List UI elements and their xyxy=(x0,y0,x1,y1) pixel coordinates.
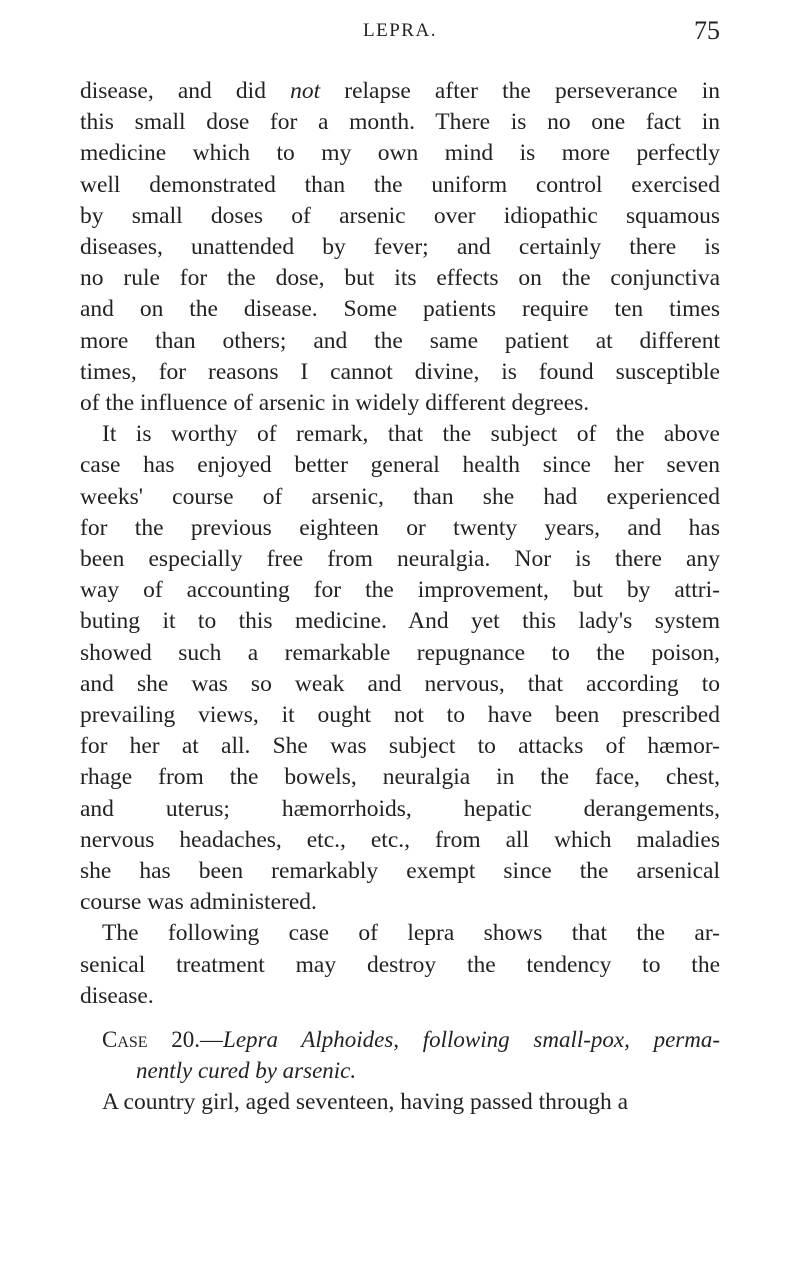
text-line: no rule for the dose, but its effects on the conjunctiva xyxy=(80,265,720,292)
paragraph-4 xyxy=(80,1087,720,1118)
book-page xyxy=(80,14,720,1118)
paragraph-3 xyxy=(80,918,720,1012)
paragraph-2 xyxy=(80,419,720,918)
text-line: weeks' course of arsenic, than she had experienced xyxy=(80,483,720,510)
text-line: senical treatment may destroy the tendency to the xyxy=(80,951,720,978)
text-line: disease, and did not relapse after the perseverance in xyxy=(80,78,720,104)
text-line: case has enjoyed better general health since her seven xyxy=(80,452,720,479)
text-line: The following case of lepra shows that the ar- xyxy=(102,920,720,947)
case-heading xyxy=(80,1024,720,1086)
page-header xyxy=(80,14,720,52)
text-line: medicine which to my own mind is more perfectly xyxy=(80,140,720,167)
text-line: showed such a remarkable repugnance to the poison, xyxy=(80,639,720,666)
text-line: of the influence of arsenic in widely different degrees. xyxy=(80,390,590,417)
text-line: more than others; and the same patient at different xyxy=(80,327,720,354)
case-title-continued: nently cured by arsenic. xyxy=(136,1058,357,1084)
running-head: LEPRA. xyxy=(363,20,437,41)
case-dash: — xyxy=(200,1027,224,1053)
text-line: for the previous eighteen or twenty years, and has xyxy=(80,514,720,541)
text-line: buting it to this medicine. And yet this lady's system xyxy=(80,608,720,635)
text-line: times, for reasons I cannot divine, is found susceptible xyxy=(80,358,720,385)
body-text xyxy=(80,76,720,1118)
text-line: and she was so weak and nervous, that according to xyxy=(80,670,720,697)
text-line: disease. xyxy=(80,982,154,1009)
text-line: for her at all. She was subject to attacks of hæmor- xyxy=(80,733,720,760)
text-line: she has been remarkably exempt since the arsenical xyxy=(80,858,720,885)
text-line: diseases, unattended by fever; and certainly there is xyxy=(80,234,720,261)
text-line: rhage from the bowels, neuralgia in the face, chest, xyxy=(80,764,720,791)
text-line: prevailing views, it ought not to have been prescribed xyxy=(80,702,720,729)
text-line: It is worthy of remark, that the subject of the above xyxy=(102,421,720,448)
page-number: 75 xyxy=(694,16,720,45)
text-line: way of accounting for the improvement, but by attri- xyxy=(80,577,720,604)
case-label: Case 20. xyxy=(102,1027,201,1053)
text-line: nervous headaches, etc., etc., from all which maladies xyxy=(80,826,720,853)
text-line: by small doses of arsenic over idiopathic squamous xyxy=(80,202,720,229)
paragraph-1 xyxy=(80,76,720,419)
text-line: A country girl, aged seventeen, having passed through a xyxy=(102,1088,628,1115)
text-line: and on the disease. Some patients require ten times xyxy=(80,296,720,323)
spacer xyxy=(80,1012,720,1024)
text-line: this small dose for a month. There is no one fact in xyxy=(80,109,720,136)
text-line: well demonstrated than the uniform control exercised xyxy=(80,171,720,198)
case-heading-line xyxy=(80,1024,720,1055)
case-title: Lepra Alphoides, following small-pox, perma- xyxy=(223,1027,720,1053)
text-line: been especially free from neuralgia. Nor is there any xyxy=(80,546,720,573)
text-line: course was administered. xyxy=(80,889,317,916)
text-line: and uterus; hæmorrhoids, hepatic derangements, xyxy=(80,795,720,822)
emphasis: not xyxy=(290,78,321,104)
